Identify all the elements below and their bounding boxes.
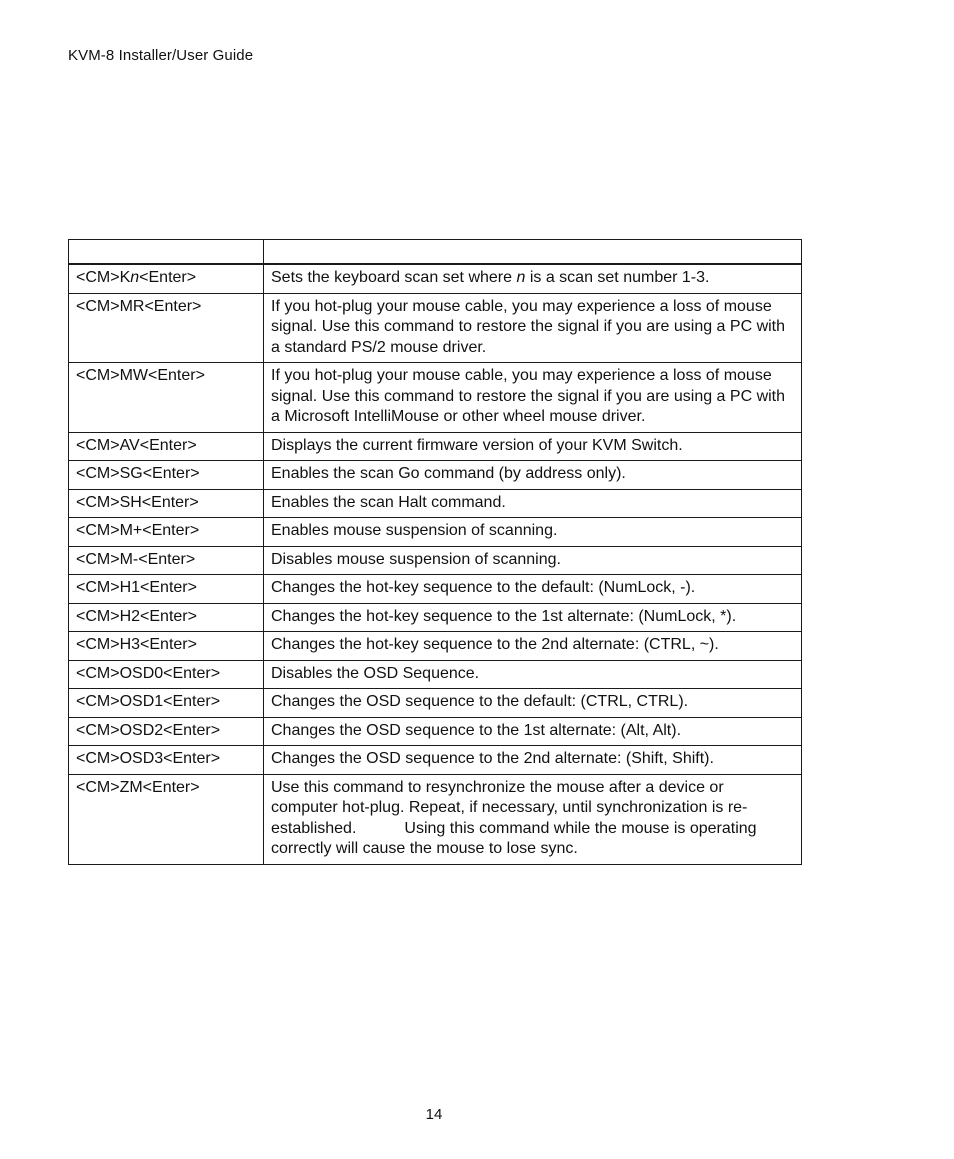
table-row (69, 489, 802, 518)
column-header-command (69, 240, 264, 265)
description-line: Using this command while the mouse is operating (404, 819, 757, 837)
command-variable: n (130, 269, 140, 286)
column-header-description (264, 240, 802, 265)
table-row (69, 363, 802, 433)
description-cell: Changes the OSD sequence to the 1st alternate: (Alt, Alt). (264, 717, 802, 746)
command-cell: <CM>OSD1<Enter> (69, 689, 264, 718)
command-cell: <CM>M-<Enter> (69, 546, 264, 575)
table-row (69, 660, 802, 689)
command-prefix: <CM>K (76, 269, 131, 286)
command-cell: <CM>H2<Enter> (69, 603, 264, 632)
table-row (69, 575, 802, 604)
running-header: KVM-8 Installer/User Guide (68, 47, 254, 64)
command-cell: <CM>AV<Enter> (69, 432, 264, 461)
table-row (69, 264, 802, 293)
description-line: computer hot-plug. Repeat, if necessary, until synchronization is re- (271, 799, 748, 816)
description-cell: If you hot-plug your mouse cable, you may experience a loss of mouse signal. Use this command to restore the signal if you are using a PC with a Microsoft IntelliMouse or other wheel mouse driver. (264, 363, 802, 433)
description-cell: If you hot-plug your mouse cable, you may experience a loss of mouse signal. Use this command to restore the signal if you are using a PC with a standard PS/2 mouse driver. (264, 293, 802, 363)
description-cell: Changes the OSD sequence to the 2nd alternate: (Shift, Shift). (264, 746, 802, 775)
description-variable: n (516, 269, 526, 286)
description-prefix: Sets the keyboard scan set where (271, 269, 517, 286)
table-row (69, 717, 802, 746)
page-number: 14 (425, 1106, 443, 1123)
command-cell: <CM>ZM<Enter> (69, 774, 264, 864)
table-row (69, 689, 802, 718)
description-cell: Enables mouse suspension of scanning. (264, 518, 802, 547)
table-row (69, 518, 802, 547)
command-cell: <CM>H3<Enter> (69, 632, 264, 661)
command-table (68, 239, 802, 865)
table-row (69, 546, 802, 575)
command-cell: <CM>OSD3<Enter> (69, 746, 264, 775)
description-cell: Disables mouse suspension of scanning. (264, 546, 802, 575)
description-cell: Changes the hot-key sequence to the 1st alternate: (NumLock, *). (264, 603, 802, 632)
command-cell: <CM>OSD0<Enter> (69, 660, 264, 689)
command-cell: <CM>SG<Enter> (69, 461, 264, 490)
command-cell: <CM>SH<Enter> (69, 489, 264, 518)
description-cell: Displays the current firmware version of your KVM Switch. (264, 432, 802, 461)
command-cell: <CM>OSD2<Enter> (69, 717, 264, 746)
table-row (69, 774, 802, 864)
command-cell: <CM>M+<Enter> (69, 518, 264, 547)
command-cell: <CM>MR<Enter> (69, 293, 264, 363)
description-cell: Enables the scan Halt command. (264, 489, 802, 518)
description-line: established. (271, 819, 357, 837)
table-row (69, 632, 802, 661)
description-cell (264, 774, 802, 864)
table-row (69, 461, 802, 490)
table-row (69, 746, 802, 775)
table-row (69, 603, 802, 632)
command-cell (69, 264, 264, 293)
description-cell: Enables the scan Go command (by address only). (264, 461, 802, 490)
description-line: correctly will cause the mouse to lose sync. (271, 840, 578, 857)
table-row (69, 293, 802, 363)
description-line: Use this command to resynchronize the mouse after a device or (271, 778, 724, 796)
command-cell: <CM>H1<Enter> (69, 575, 264, 604)
command-cell: <CM>MW<Enter> (69, 363, 264, 433)
description-cell: Disables the OSD Sequence. (264, 660, 802, 689)
description-cell (264, 264, 802, 293)
command-suffix: <Enter> (139, 269, 197, 286)
description-cell: Changes the hot-key sequence to the default: (NumLock, -). (264, 575, 802, 604)
table-row (69, 432, 802, 461)
table-header-row (69, 240, 802, 265)
description-cell: Changes the hot-key sequence to the 2nd alternate: (CTRL, ~). (264, 632, 802, 661)
description-cell: Changes the OSD sequence to the default: (CTRL, CTRL). (264, 689, 802, 718)
description-suffix: is a scan set number 1-3. (525, 269, 710, 286)
